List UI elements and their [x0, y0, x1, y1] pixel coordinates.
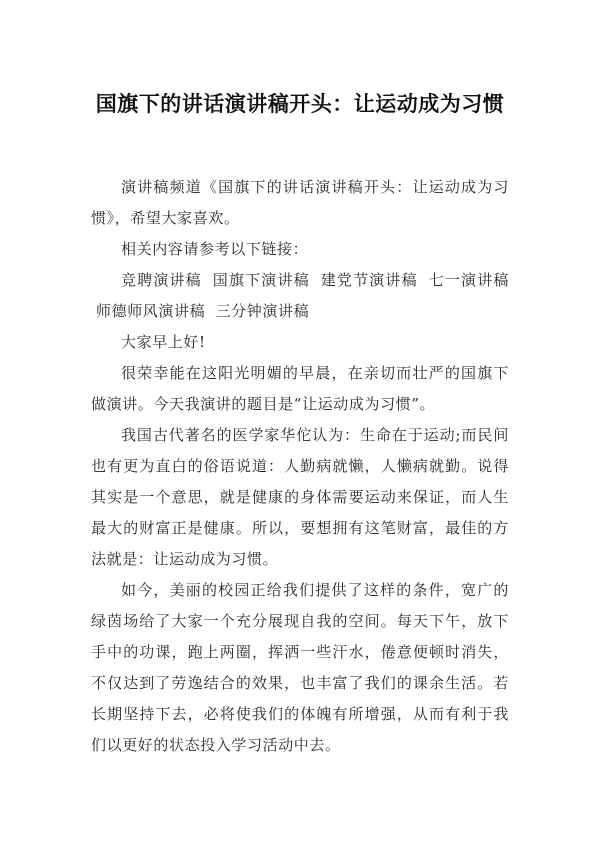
related-label: 相关内容请参考以下链接： — [121, 240, 309, 258]
intro-paragraph: 演讲稿频道《国旗下的讲话演讲稿开头：让运动成为习惯》，希望大家喜欢。 — [91, 178, 509, 227]
related-link-competition-speech[interactable]: 竞聘演讲稿 — [121, 271, 202, 289]
speech-paragraph-3: 如今，美丽的校园正给我们提供了这样的条件，宽广的绿茵场给了大家一个充分展现自我的空间。每天下午，放下手中的功课，跑上两圈，挥洒一些汗水，倦意便顿时消失，不仅达到了劳逸结合的效果，也丰富了我们的课余生活。若长期坚持下去，必将使我们的体魄有所增强，从而有利于我们以更好的状态投入学习活动中去。 — [91, 581, 509, 754]
speech-paragraph-1: 很荣幸能在这阳光明媚的早晨，在亲切而壮严的国旗下做演讲。今天我演讲的题目是“让运动成为习惯”。 — [91, 364, 509, 413]
page-title: 国旗下的讲话演讲稿开头：让运动成为习惯 — [95, 92, 505, 117]
related-link-july-first-speech[interactable]: 七一演讲稿 — [428, 271, 509, 289]
related-links — [91, 265, 509, 327]
related-link-flag-speech[interactable]: 国旗下演讲稿 — [212, 271, 310, 289]
related-link-three-minute-speech[interactable]: 三分钟演讲稿 — [215, 302, 310, 320]
related-link-teacher-ethics-speech[interactable]: 师德师风演讲稿 — [96, 302, 206, 320]
document-body — [91, 172, 509, 761]
related-link-party-day-speech[interactable]: 建党节演讲稿 — [320, 271, 418, 289]
greeting-paragraph: 大家早上好! — [121, 333, 206, 351]
speech-paragraph-2: 我国古代著名的医学家华佗认为：生命在于运动;而民间也有更为直白的俗语说道：人勤病就懒，人懒病就勤。说得其实是一个意思，就是健康的身体需要运动来保证，而人生最大的财富正是健康。所以，要想拥有这笔财富，最佳的方法就是：让运动成为习惯。 — [91, 426, 509, 568]
